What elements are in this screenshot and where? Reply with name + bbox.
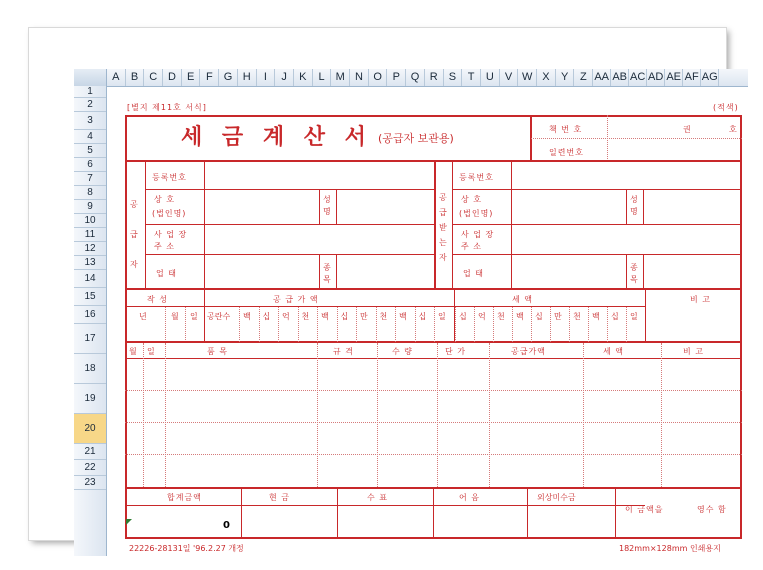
- column-header[interactable]: T: [462, 69, 481, 86]
- row-header[interactable]: 12: [74, 242, 106, 256]
- date-divider: [204, 290, 205, 342]
- column-header-bar: [74, 69, 748, 87]
- item-col-rule: [489, 343, 490, 487]
- row-header[interactable]: 8: [74, 186, 106, 200]
- supply-digit-label: 백: [321, 312, 330, 321]
- item-name-header: 품 목: [207, 347, 228, 356]
- column-header[interactable]: J: [275, 69, 294, 86]
- buyer-name-label: 성 명: [630, 195, 639, 216]
- totals-divider-2: [337, 489, 338, 539]
- totals-header-line: [125, 505, 645, 506]
- row-header[interactable]: 9: [74, 200, 106, 214]
- row-header-bar: [74, 86, 107, 556]
- supply-digit-label: 천: [301, 312, 311, 321]
- tax-digit-label: 백: [592, 312, 601, 321]
- column-header[interactable]: AC: [629, 69, 647, 86]
- item-tax-header: 세 액: [603, 347, 624, 356]
- tax-amount-header: 세 액: [512, 295, 533, 304]
- buyer-corp-name: (법인명): [459, 209, 494, 218]
- supplier-corp-name: (법인명): [152, 209, 187, 218]
- buyer-row-line-3: [452, 254, 742, 255]
- supplier-business-type: 업 태: [156, 269, 177, 278]
- buyer-label-line: [511, 161, 512, 289]
- buyer-side-label: 공 급 받 는 자: [439, 193, 448, 262]
- supplier-item-divider: [319, 255, 320, 289]
- column-header[interactable]: AA: [593, 69, 611, 86]
- row-header[interactable]: 15: [74, 288, 106, 306]
- supplier-address-1: 사 업 장: [154, 230, 188, 239]
- column-header[interactable]: D: [163, 69, 182, 86]
- supplier-row-line-2: [145, 224, 435, 225]
- supply-digit-label: 천: [379, 312, 389, 321]
- supply-digit-label: 백: [243, 312, 252, 321]
- serial-number-label: 일련번호: [549, 148, 584, 157]
- item-col-rule: [143, 343, 144, 487]
- tax-digit-label: 십: [611, 312, 620, 321]
- supply-digit-rule: [278, 307, 279, 342]
- column-header[interactable]: G: [219, 69, 238, 86]
- row-header[interactable]: 6: [74, 158, 106, 172]
- buyer-reg-no: 등록번호: [459, 173, 494, 182]
- ho-label: 호: [729, 125, 738, 134]
- supply-digit-label: 일: [438, 312, 447, 321]
- buyer-row-line-1: [452, 189, 742, 190]
- qty-header: 수 량: [392, 347, 413, 356]
- total-value[interactable]: 0: [223, 520, 230, 531]
- supplier-reg-no: 등록번호: [152, 173, 187, 182]
- row-header[interactable]: 13: [74, 256, 106, 270]
- supplier-trade-name: 상 호: [154, 195, 175, 204]
- tax-digit-rule: [512, 307, 513, 342]
- row-header[interactable]: 16: [74, 306, 106, 324]
- book-number-label: 책 번 호: [549, 125, 583, 134]
- note-label: 어 음: [459, 493, 480, 502]
- screenshot-frame: [29, 28, 739, 553]
- row-header[interactable]: 21: [74, 444, 106, 460]
- column-header[interactable]: B: [126, 69, 145, 86]
- invoice-subtitle: (공급자 보관용): [378, 132, 454, 145]
- tax-digit-label: 만: [554, 312, 563, 321]
- row-header[interactable]: 3: [74, 112, 106, 130]
- month-label: 월: [171, 312, 180, 321]
- column-header[interactable]: O: [369, 69, 388, 86]
- buyer-item-divider: [626, 255, 627, 289]
- tax-digit-label: 백: [516, 312, 525, 321]
- supply-digit-rule: [259, 307, 260, 342]
- supplier-address-2: 주 소: [154, 242, 175, 251]
- column-header[interactable]: H: [238, 69, 257, 86]
- column-header[interactable]: Z: [575, 69, 594, 86]
- row-header[interactable]: 2: [74, 98, 106, 112]
- supply-digit-label: 억: [282, 312, 291, 321]
- gwon-label: 권: [683, 125, 692, 134]
- tax-digit-label: 천: [497, 312, 506, 321]
- item-col-rule: [377, 343, 378, 487]
- item-col-rule: [317, 343, 318, 487]
- supply-digit-label: 십: [340, 312, 350, 321]
- item-supply-header: 공급가액: [511, 347, 546, 356]
- supply-digit-rule: [298, 307, 299, 342]
- color-note: (적색): [713, 103, 739, 112]
- column-header[interactable]: E: [182, 69, 201, 86]
- supplier-side-label: 공 급 자: [130, 200, 139, 269]
- supplier-item-label: 종 목: [323, 263, 332, 284]
- check-label: 수 표: [367, 493, 388, 502]
- item-row-rule: [125, 422, 742, 423]
- supplier-name-divider-2: [336, 190, 337, 224]
- column-header[interactable]: L: [313, 69, 332, 86]
- column-header[interactable]: A: [107, 69, 126, 86]
- column-header[interactable]: AD: [647, 69, 665, 86]
- item-month-label: 월: [129, 347, 138, 356]
- item-day-label: 일: [147, 347, 156, 356]
- item-header-line: [125, 358, 742, 359]
- title-col-rule: [607, 115, 608, 161]
- supply-digit-label: 백: [399, 312, 408, 321]
- totals-divider-4: [527, 489, 528, 539]
- buyer-item-label: 종 목: [630, 263, 639, 284]
- supply-digit-label: 십: [262, 312, 272, 321]
- tax-digit-rule: [626, 307, 627, 342]
- row-header[interactable]: 10: [74, 214, 106, 228]
- buyer-business-type: 업 태: [463, 269, 484, 278]
- party-bottom-line: [125, 288, 742, 290]
- row-header[interactable]: 1: [74, 86, 106, 98]
- supply-digit-rule: [356, 307, 357, 342]
- column-header[interactable]: F: [201, 69, 220, 86]
- column-header[interactable]: R: [425, 69, 444, 86]
- row-header[interactable]: 5: [74, 144, 106, 158]
- buyer-address-2: 주 소: [461, 242, 482, 251]
- error-indicator-icon: [126, 519, 132, 525]
- issue-date-label: 작 성: [147, 295, 168, 304]
- tax-digit-rule: [588, 307, 589, 342]
- row-header[interactable]: 11: [74, 228, 106, 242]
- tax-digit-label: 일: [630, 312, 639, 321]
- tax-digit-rule: [569, 307, 570, 342]
- row-header[interactable]: 14: [74, 270, 106, 288]
- item-col-rule: [583, 343, 584, 487]
- totals-divider-5: [615, 489, 616, 539]
- row-header[interactable]: 18: [74, 354, 106, 384]
- buyer-row-line-2: [452, 224, 742, 225]
- item-col-rule: [165, 343, 166, 487]
- party-center-line: [434, 161, 436, 289]
- tax-digit-label: 천: [573, 312, 582, 321]
- tax-invoice-form: [107, 86, 748, 556]
- column-header[interactable]: C: [144, 69, 163, 86]
- column-header[interactable]: AG: [701, 69, 719, 86]
- tax-digit-rule: [550, 307, 551, 342]
- date-col-rule-1: [165, 307, 166, 342]
- form-number: [별지 제11호 서식]: [127, 103, 207, 112]
- column-header[interactable]: P: [388, 69, 407, 86]
- supply-digit-rule: [434, 307, 435, 342]
- day-label: 일: [190, 312, 199, 321]
- supplier-item-divider-2: [336, 255, 337, 289]
- item-col-rule: [437, 343, 438, 487]
- supply-digit-rule: [239, 307, 240, 342]
- item-col-rule: [661, 343, 662, 487]
- column-header[interactable]: W: [518, 69, 537, 86]
- tax-digit-rule: [493, 307, 494, 342]
- column-header[interactable]: M: [331, 69, 350, 86]
- column-header[interactable]: AF: [683, 69, 701, 86]
- supply-digit-rule: [395, 307, 396, 342]
- select-all-corner[interactable]: [74, 69, 107, 86]
- column-header[interactable]: U: [481, 69, 500, 86]
- column-header[interactable]: Y: [556, 69, 575, 86]
- tax-digit-label: 십: [535, 312, 544, 321]
- supplier-name-label: 성 명: [323, 195, 332, 216]
- title-rule: [531, 138, 742, 139]
- tax-digit-rule: [607, 307, 608, 342]
- invoice-title: 세 금 계 산 서: [181, 125, 372, 150]
- column-header[interactable]: AE: [665, 69, 683, 86]
- buyer-address-1: 사 업 장: [461, 230, 495, 239]
- buyer-name-divider: [626, 190, 627, 224]
- row-header[interactable]: 17: [74, 324, 106, 354]
- column-header[interactable]: X: [537, 69, 556, 86]
- column-header[interactable]: I: [257, 69, 276, 86]
- row-header[interactable]: 19: [74, 384, 106, 414]
- totals-divider-1: [241, 489, 242, 539]
- supply-digit-label: 만: [360, 312, 369, 321]
- buyer-side-line: [452, 161, 453, 289]
- column-header[interactable]: Q: [406, 69, 425, 86]
- supplier-name-divider: [319, 190, 320, 224]
- spreadsheet: [74, 69, 748, 556]
- receipt-kind: 영수 함: [697, 505, 727, 514]
- supply-digit-label: 십: [418, 312, 428, 321]
- blank-count-label: 공란수: [207, 312, 231, 321]
- supplier-row-line-1: [145, 189, 435, 190]
- year-label: 년: [139, 312, 148, 321]
- row-header[interactable]: 22: [74, 460, 106, 476]
- receipt-text: 이 금액을: [625, 505, 664, 514]
- supply-digit-rule: [337, 307, 338, 342]
- row-header[interactable]: 4: [74, 130, 106, 144]
- column-header[interactable]: N: [350, 69, 369, 86]
- row-header[interactable]: 23: [74, 476, 106, 490]
- column-header[interactable]: S: [444, 69, 463, 86]
- totals-divider-3: [433, 489, 434, 539]
- supplier-side-line: [145, 161, 146, 289]
- supply-digit-rule: [415, 307, 416, 342]
- column-header[interactable]: AB: [611, 69, 629, 86]
- column-header[interactable]: V: [500, 69, 519, 86]
- buyer-name-divider-2: [643, 190, 644, 224]
- date-col-rule-2: [185, 307, 186, 342]
- item-row-rule: [125, 454, 742, 455]
- tax-digit-label: 억: [478, 312, 487, 321]
- footer-right: 182mm×128mm 인쇄용지: [619, 544, 721, 553]
- supply-value-header: 공 급 가 액: [273, 295, 319, 304]
- buyer-trade-name: 상 호: [461, 195, 482, 204]
- buyer-item-divider-2: [643, 255, 644, 289]
- item-row-rule: [125, 390, 742, 391]
- supplier-label-line: [204, 161, 205, 289]
- spec-header: 규 격: [333, 347, 354, 356]
- row-header[interactable]: 7: [74, 172, 106, 186]
- footer-left: 22226-28131일 '96.2.27 개정: [129, 544, 244, 553]
- tax-remarks-divider: [645, 290, 646, 342]
- cash-label: 현 금: [269, 493, 290, 502]
- row-header[interactable]: 20: [74, 414, 106, 444]
- remarks-header: 비 고: [690, 295, 711, 304]
- item-remarks-header: 비 고: [683, 347, 704, 356]
- supply-digit-rule: [376, 307, 377, 342]
- tax-digit-label: 십: [459, 312, 468, 321]
- unit-price-header: 단 가: [445, 347, 466, 356]
- tax-digit-rule: [474, 307, 475, 342]
- total-amount-label: 합계금액: [167, 493, 202, 502]
- column-header[interactable]: K: [294, 69, 313, 86]
- tax-digit-rule: [531, 307, 532, 342]
- amount-header-line: [125, 306, 645, 307]
- credit-label: 외상미수금: [537, 493, 576, 502]
- supplier-row-line-3: [145, 254, 435, 255]
- tax-digit-rule: [455, 307, 456, 342]
- supply-digit-rule: [317, 307, 318, 342]
